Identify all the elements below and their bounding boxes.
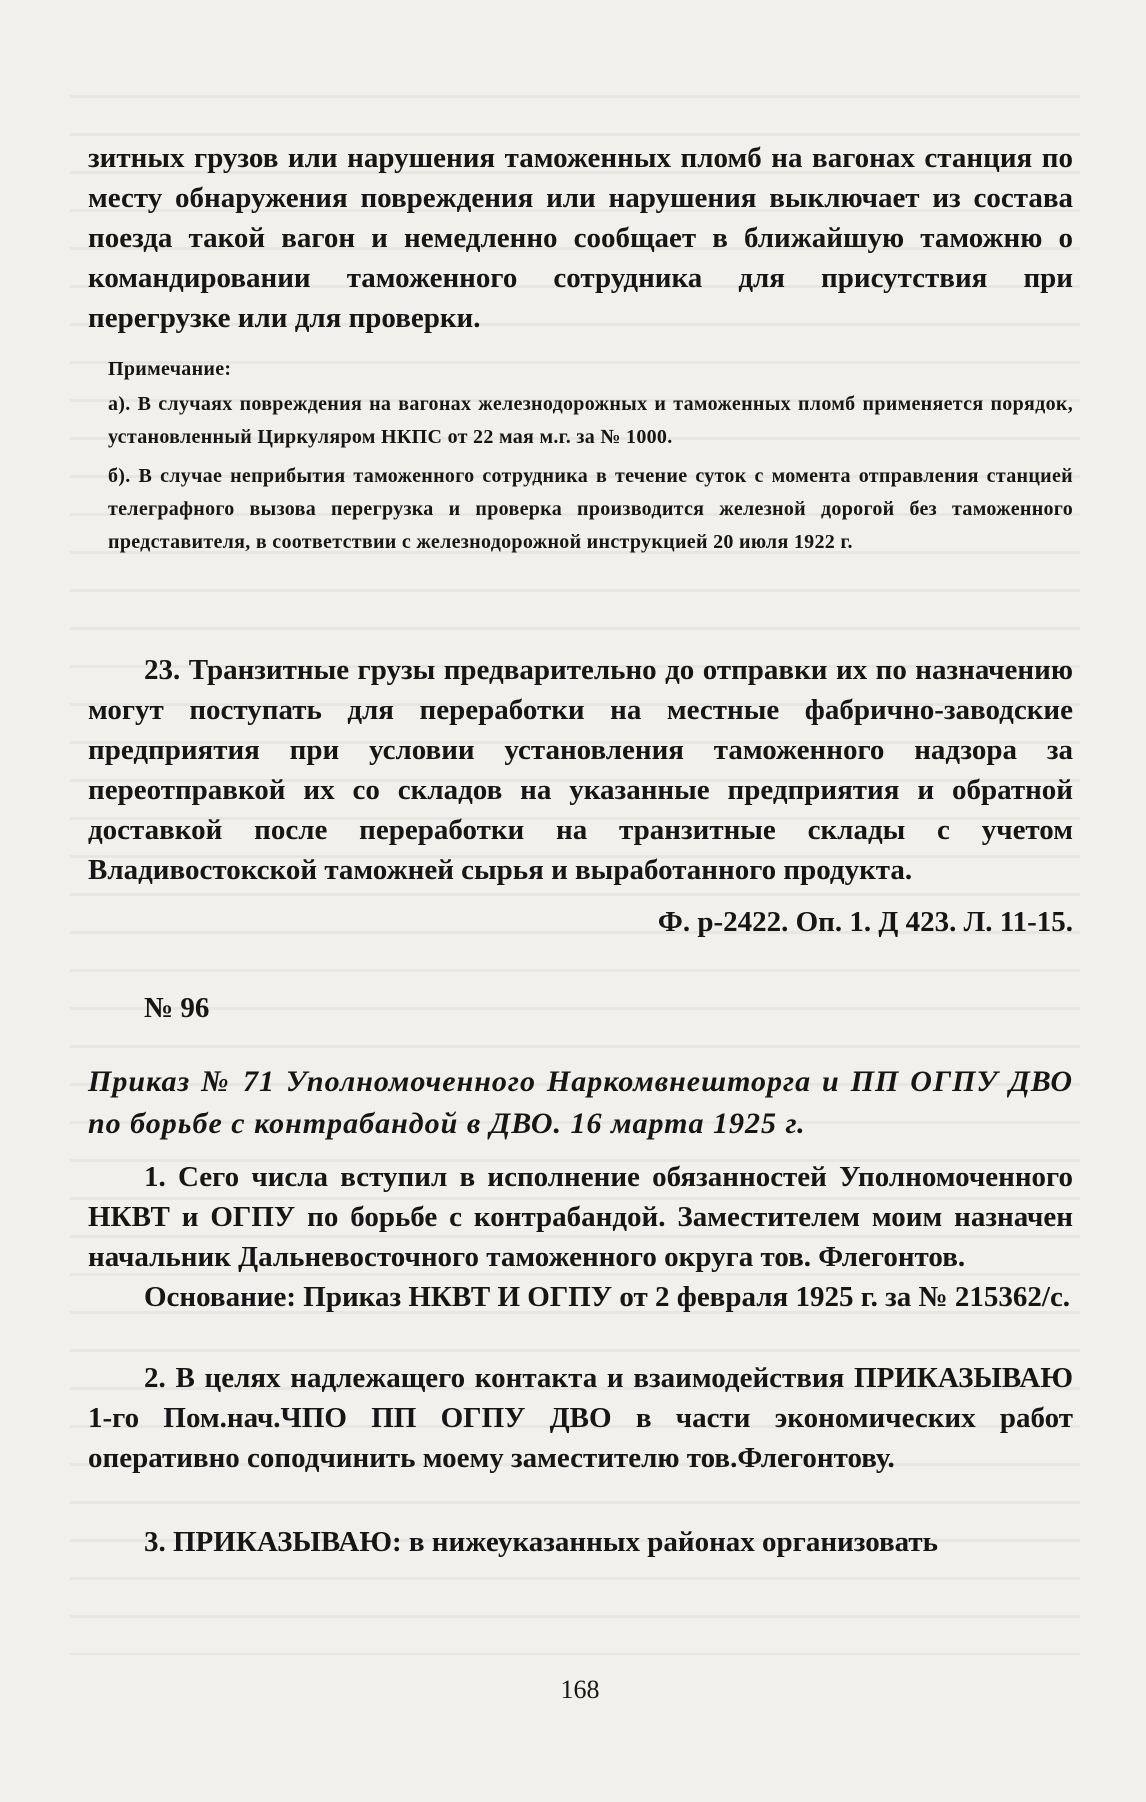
document-title: Приказ № 71 Уполномоченного Наркомвнешторга и ПП ОГПУ ДВО по борьбе с контрабандой в ДВО. 16 марта 1925 г. xyxy=(88,1065,1073,1140)
paragraph-continuation: зитных грузов или нарушения таможенных пломб на вагонах станция по месту обнаружения повреждения или нарушения выключает из состава поезда такой вагон и немедленно сообщает в ближайшую таможню о командировании таможенного сотрудника для присутствия при перегрузке или для проверки. xyxy=(88,142,1073,334)
note-a: а). В случаях повреждения на вагонах железнодорожных и таможенных пломб применяется порядок, установленный Циркуляром НКПС от 22 мая м.г. за № 1000. xyxy=(108,393,1073,448)
order-item-3: 3. ПРИКАЗЫВАЮ: в нижеуказанных районах организовать xyxy=(144,1526,939,1558)
note-title: Примечание: xyxy=(108,358,232,380)
document-number: № 96 xyxy=(144,992,210,1024)
archive-reference: Ф. р-2422. Оп. 1. Д 423. Л. 11-15. xyxy=(657,906,1073,938)
note-block xyxy=(88,353,1073,559)
page-number: 168 xyxy=(560,1675,600,1704)
note-b: б). В случае неприбытия таможенного сотрудника в течение суток с момента отправления станцией телеграфного вызова перегрузка и проверка производится железной дорогой без таможенного представителя, в соответствии с железнодорожной инструкцией 20 июля 1922 г. xyxy=(108,465,1073,553)
order-item-2: 2. В целях надлежащего контакта и взаимодействия ПРИКАЗЫВАЮ 1-го Пом.нач.ЧПО ПП ОГПУ ДВО в части экономических работ оперативно соподчинить моему заместителю тов.Флегонтову. xyxy=(88,1362,1073,1474)
order-item-1: 1. Сего числа вступил в исполнение обязанностей Уполномоченного НКВТ и ОГПУ по борьбе с контрабандой. Заместителем моим назначен начальник Дальневосточного таможенного округа тов. Флегонтов. xyxy=(88,1161,1073,1273)
paragraph-23: 23. Транзитные грузы предварительно до отправки их по назначению могут поступать для переработки на местные фабрично-заводские предприятия при условии установления таможенного надзора за переотправкой их со складов на указанные предприятия и обратной доставкой после переработки на транзитные склады с учетом Владивостокской таможней сырья и выработанного продукта. xyxy=(88,654,1073,886)
order-basis: Основание: Приказ НКВТ И ОГПУ от 2 февраля 1925 г. за № 215362/с. xyxy=(144,1281,1071,1313)
